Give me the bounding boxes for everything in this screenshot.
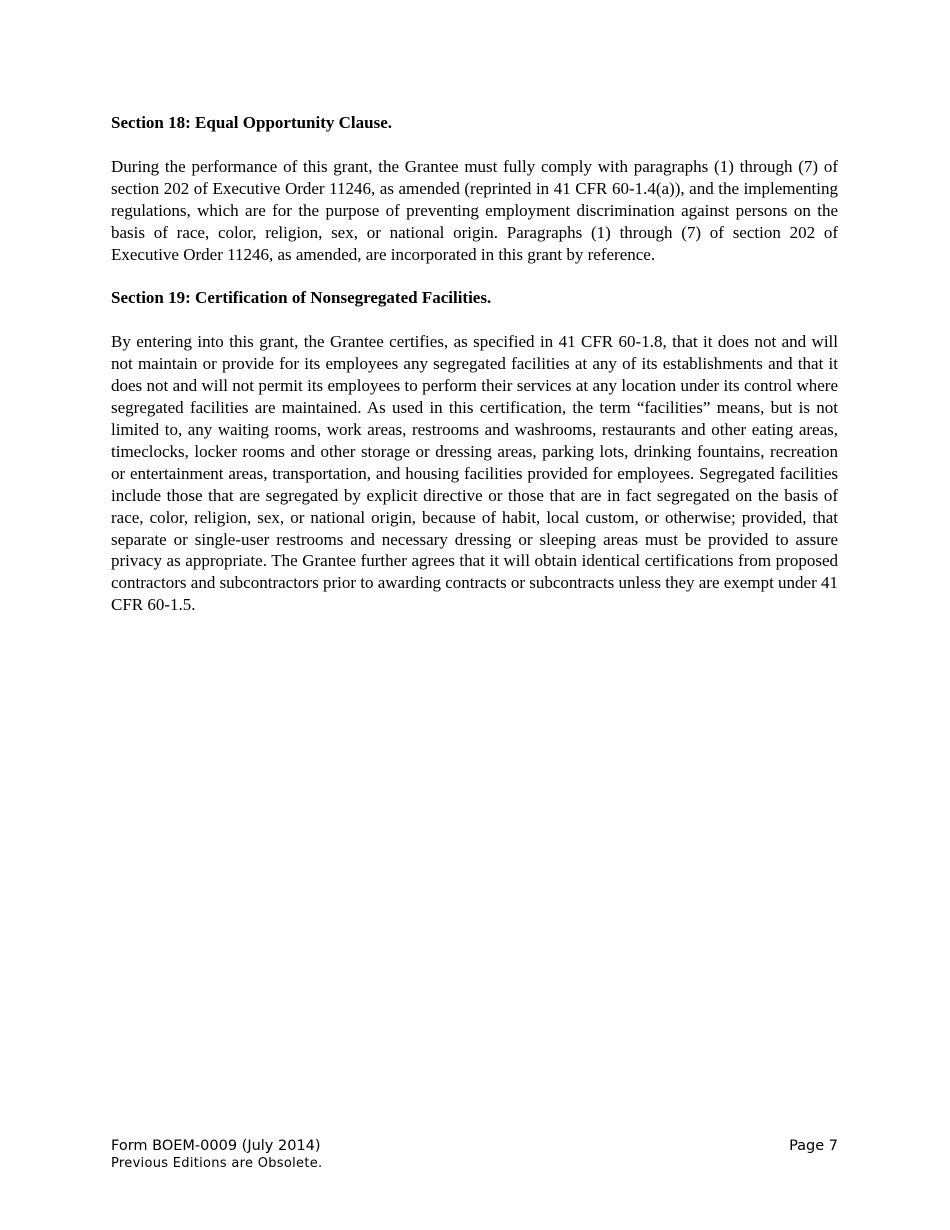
document-body bbox=[111, 112, 838, 638]
form-identifier: Form BOEM-0009 (July 2014) bbox=[111, 1138, 321, 1154]
section-19 bbox=[111, 287, 838, 616]
section-18 bbox=[111, 112, 838, 265]
page-footer bbox=[111, 1136, 838, 1172]
section-18-paragraph: During the performance of this grant, the Grantee must fully comply with paragraphs (1) through (7) of section 202 of Executive Order 11246, as amended (reprinted in 41 CFR 60-1.4(a)), and the implementing regulations, which are for the purpose of preventing employment discrimination against persons on the basis of race, color, religion, sex, or national origin. Paragraphs (1) through (7) of section 202 of Executive Order 11246, as amended, are incorporated in this grant by reference. bbox=[111, 156, 838, 264]
page-number: Page 7 bbox=[789, 1138, 838, 1154]
footer-row bbox=[111, 1136, 838, 1156]
section-18-heading: Section 18: Equal Opportunity Clause. bbox=[111, 113, 393, 132]
obsolete-notice: Previous Editions are Obsolete. bbox=[111, 1156, 323, 1171]
section-19-heading: Section 19: Certification of Nonsegregated Facilities. bbox=[111, 288, 492, 308]
section-19-paragraph: By entering into this grant, the Grantee certifies, as specified in 41 CFR 60-1.8, that it does not and will not maintain or provide for its employees any segregated facilities at any of its establishments and that it does not and will not permit its employees to perform their services at any location under its control where segregated facilities are maintained. As used in this certification, the term “facilities” means, but is not limited to, any waiting rooms, work areas, restrooms and washrooms, restaurants and other eating areas, timeclocks, locker rooms and other storage or dressing areas, parking lots, drinking fountains, recreation or entertainment areas, transportation, and housing facilities provided for employees. Segregated facilities include those that are segregated by explicit directive or those that are in fact segregated on the basis of race, color, religion, sex, or national origin, because of habit, local custom, or otherwise; provided, that separate or single-user restrooms and necessary dressing or sleeping areas must be provided to assure privacy as appropriate. The Grantee further agrees that it will obtain identical certifications from proposed contractors and subcontractors prior to awarding contracts or subcontracts unless they are exempt under 41 CFR 60-1.5. bbox=[111, 332, 838, 615]
